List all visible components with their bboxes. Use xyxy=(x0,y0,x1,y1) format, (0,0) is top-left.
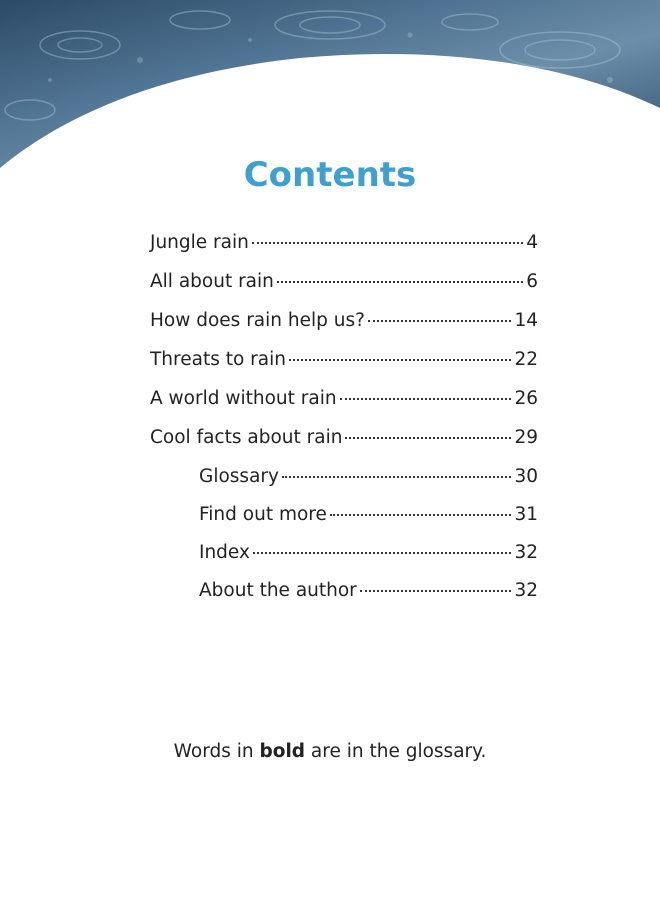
toc-entry-a-world-without-rain[interactable] xyxy=(150,388,538,427)
toc-entry-jungle-rain[interactable] xyxy=(150,232,538,271)
toc-leader-dots xyxy=(360,590,512,592)
page-title: Contents xyxy=(243,155,417,195)
toc-entry-page: 4 xyxy=(526,232,538,253)
toc-entry-page: 29 xyxy=(514,427,538,448)
toc-entry-threats-to-rain[interactable] xyxy=(150,349,538,388)
glossary-note xyxy=(0,741,660,762)
toc-leader-dots xyxy=(330,514,512,516)
toc-leader-dots xyxy=(277,281,523,283)
toc-entry-label: Jungle rain xyxy=(150,232,249,253)
table-of-contents xyxy=(150,232,538,618)
toc-leader-dots xyxy=(368,320,512,322)
toc-entry-page: 31 xyxy=(514,504,538,525)
toc-entry-label: Index xyxy=(199,542,250,563)
toc-entry-all-about-rain[interactable] xyxy=(150,271,538,310)
toc-leader-dots xyxy=(345,437,511,439)
toc-entry-label: Threats to rain xyxy=(150,349,286,370)
toc-entry-label: Find out more xyxy=(199,504,327,525)
toc-entry-label: About the author xyxy=(199,580,357,601)
toc-leader-dots xyxy=(253,552,512,554)
glossary-note-suffix: are in the glossary. xyxy=(305,741,487,762)
toc-entry-page: 22 xyxy=(514,349,538,370)
toc-entry-label: Cool facts about rain xyxy=(150,427,343,448)
toc-entry-label: All about rain xyxy=(150,271,274,292)
toc-leader-dots xyxy=(289,359,511,361)
toc-entry-index[interactable] xyxy=(150,542,538,580)
toc-leader-dots xyxy=(340,398,512,400)
toc-leader-dots xyxy=(282,476,511,478)
glossary-note-bold-word: bold xyxy=(259,741,306,762)
toc-entry-cool-facts-about-rain[interactable] xyxy=(150,427,538,466)
toc-entry-find-out-more[interactable] xyxy=(150,504,538,542)
toc-entry-page: 32 xyxy=(514,542,538,563)
toc-entry-label: How does rain help us? xyxy=(150,310,365,331)
toc-leader-dots xyxy=(252,242,523,244)
toc-entry-glossary[interactable] xyxy=(150,466,538,504)
toc-entry-page: 6 xyxy=(526,271,538,292)
toc-entry-how-does-rain-help-us[interactable] xyxy=(150,310,538,349)
toc-entry-page: 30 xyxy=(514,466,538,487)
toc-entry-page: 26 xyxy=(514,388,538,409)
toc-entry-page: 32 xyxy=(514,580,538,601)
toc-entry-about-the-author[interactable] xyxy=(150,580,538,618)
glossary-note-prefix: Words in xyxy=(173,741,260,762)
toc-entry-page: 14 xyxy=(514,310,538,331)
toc-entry-label: Glossary xyxy=(199,466,279,487)
toc-entry-label: A world without rain xyxy=(150,388,337,409)
